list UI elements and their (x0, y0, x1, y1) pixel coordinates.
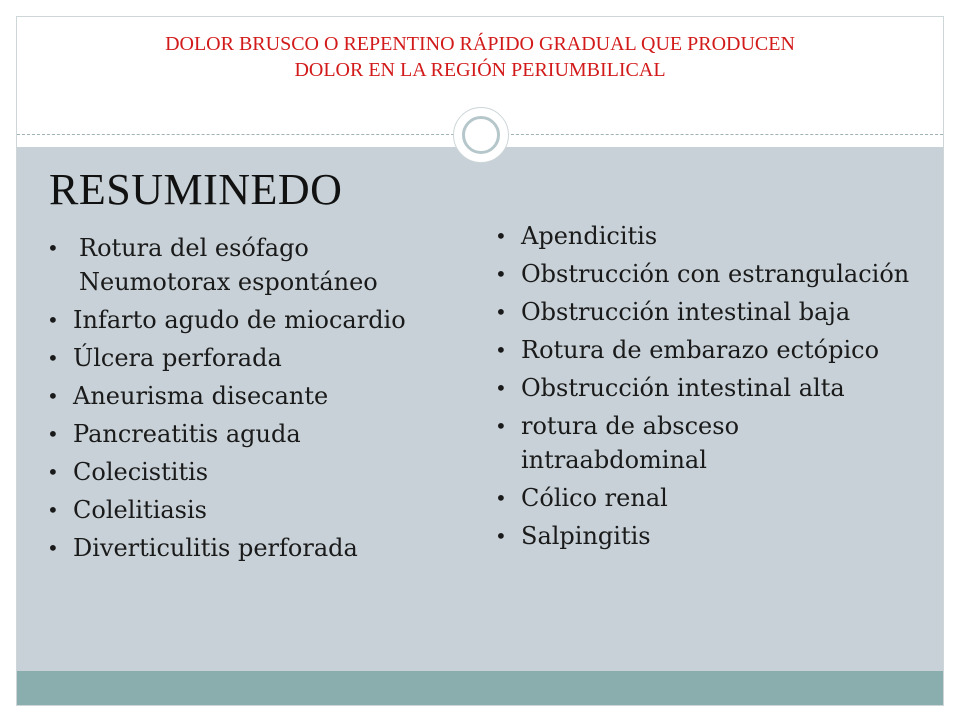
top-title-line-2: DOLOR EN LA REGIÓN PERIUMBILICAL (294, 59, 666, 81)
circle-ornament-inner (462, 116, 500, 154)
list-item: • Úlcera perforada (43, 341, 463, 375)
list-item: • Obstrucción con estrangulación (491, 257, 921, 291)
circle-ornament-icon (453, 107, 509, 163)
list-item: • Salpingitis (491, 519, 921, 553)
list-item: • Diverticulitis perforada (43, 531, 463, 565)
list-item: • Obstrucción intestinal baja (491, 295, 921, 329)
list-item: • Apendicitis (491, 219, 921, 253)
slide-heading: RESUMINEDO (49, 165, 343, 214)
slide-top-title (17, 31, 943, 83)
slide (16, 16, 944, 706)
list-item: • Infarto agudo de miocardio (43, 303, 463, 337)
list-item: • rotura de absceso intraabdominal (491, 409, 921, 477)
list-item: • Colecistitis (43, 455, 463, 489)
top-title-line-1: DOLOR BRUSCO O REPENTINO RÁPIDO GRADUAL QUE PRODUCEN (165, 33, 795, 55)
list-item: • Rotura de embarazo ectópico (491, 333, 921, 367)
list-item: • Cólico renal (491, 481, 921, 515)
footer-band (17, 671, 943, 705)
list-item: • Aneurisma disecante (43, 379, 463, 413)
list-item: • Rotura del esófago Neumotorax espontáneo (43, 231, 463, 299)
left-bullet-list (43, 231, 463, 569)
right-bullet-list (491, 219, 921, 557)
list-item: • Pancreatitis aguda (43, 417, 463, 451)
list-item: • Obstrucción intestinal alta (491, 371, 921, 405)
list-item: • Colelitiasis (43, 493, 463, 527)
